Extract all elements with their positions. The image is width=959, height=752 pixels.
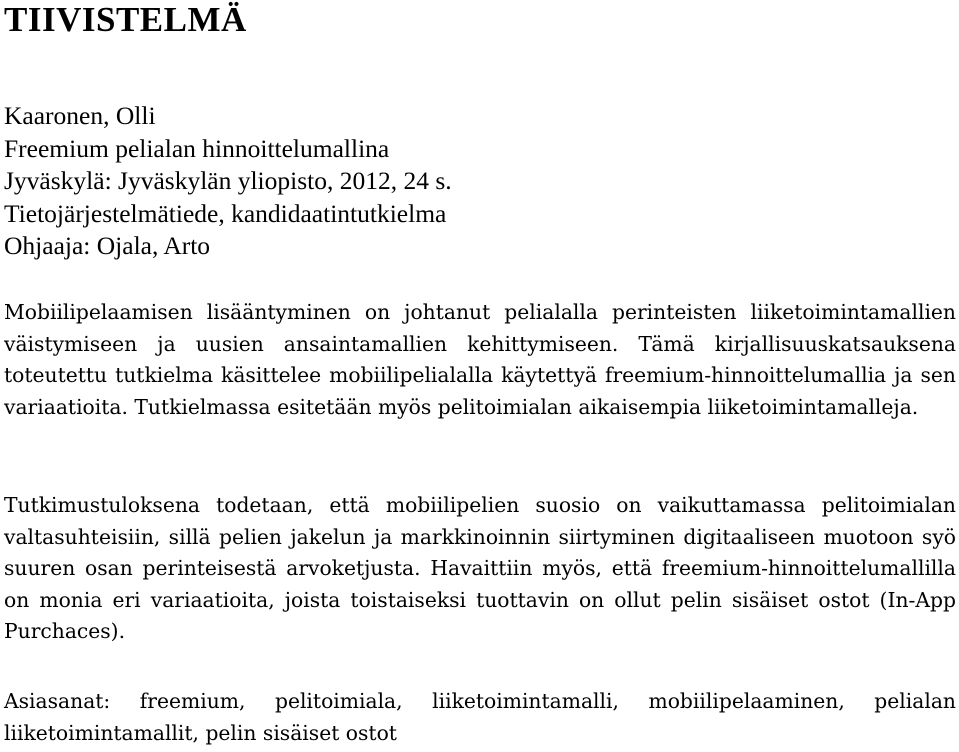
abstract-paragraph-results: Tutkimustuloksena todetaan, että mobiilipelien suosio on vaikuttamassa pelitoimialan valtasuhteisiin, sillä pelien jakelun ja markkinoinnin siirtyminen digitaaliseen muotoon syö suuren osan perinteisestä arvoketjusta. Havaittiin myös, että freemium-hinnoittelumallilla on monia eri variaatioita, joista toistaiseksi tuottavin on ollut pelin sisäiset ostot (In-App Purchaces). [4,493,956,643]
thesis-title-line: Freemium pelialan hinnoittelumallina [4,133,390,163]
publication-line: Jyväskylä: Jyväskylän yliopisto, 2012, 24 s. [4,166,452,195]
author-line: Kaaronen, Olli [4,101,156,130]
keywords-paragraph: Asiasanat: freemium, pelitoimiala, liiketoimintamalli, mobiilipelaaminen, pelialan liiketoimintamallit, pelin sisäiset ostot [4,689,956,745]
supervisor-line: Ohjaaja: Ojala, Arto [4,231,211,260]
abstract-paragraph-intro: Mobiilipelaamisen lisääntyminen on johtanut pelialalla perinteisten liiketoimintamallien väistymiseen ja uusien ansaintamallien kehittymiseen. Tämä kirjallisuuskatsauksena toteutettu tutkielma käsittelee mobiilipelialalla käytettyä freemium-hinnoittelumallia ja sen variaatioita. Tutkielmassa esitetään myös pelitoimialan aikaisempia liiketoimintamalleja. [4,300,956,419]
thesis-metadata [4,100,452,263]
page-title: TIIVISTELMÄ [4,0,247,39]
program-line: Tietojärjestelmätiede, kandidaatintutkielma [4,198,447,228]
